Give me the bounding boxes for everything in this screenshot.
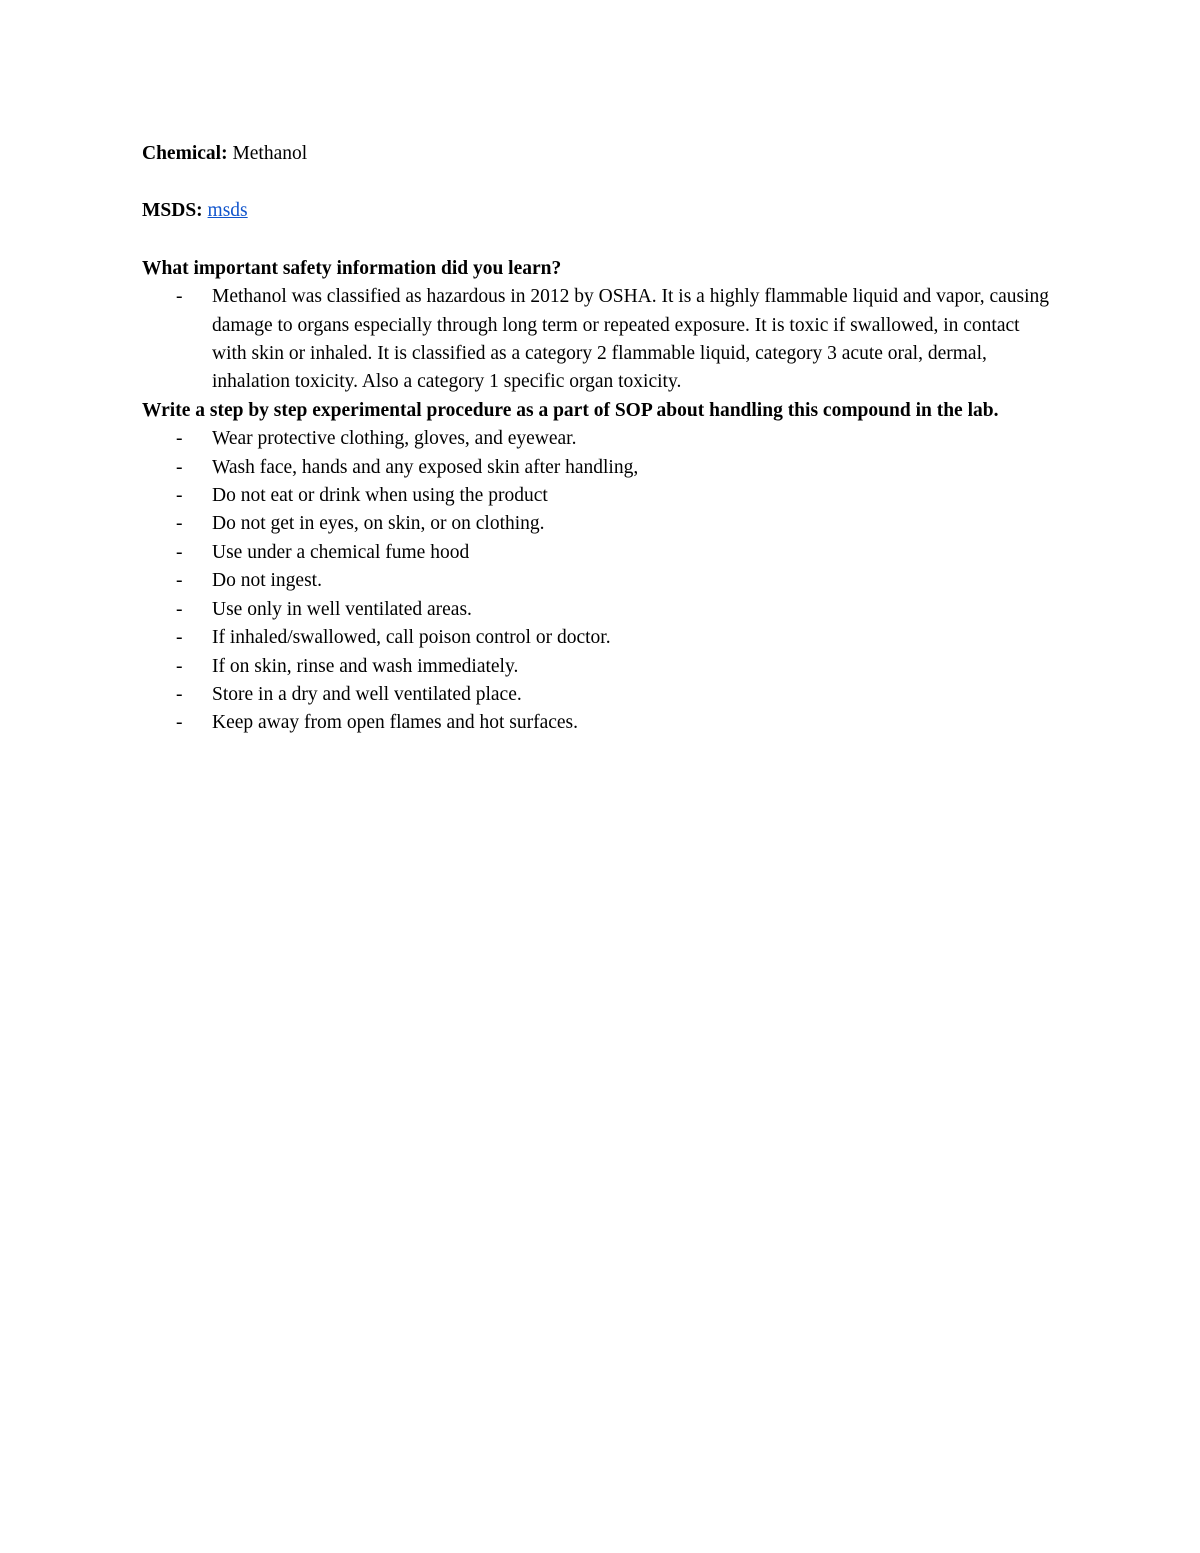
chemical-label: Chemical: bbox=[142, 143, 228, 164]
procedure-step-text: Do not get in eyes, on skin, or on clothing. bbox=[212, 513, 545, 535]
procedure-step bbox=[142, 482, 1062, 510]
msds-line bbox=[142, 197, 1062, 225]
procedure-step bbox=[142, 567, 1062, 595]
procedure-step-text: Store in a dry and well ventilated place. bbox=[212, 683, 522, 705]
procedure-steps-list bbox=[142, 425, 1062, 737]
procedure-step-text: Wash face, hands and any exposed skin after handling, bbox=[212, 456, 639, 478]
bullet-dash: - bbox=[176, 456, 183, 478]
procedure-step bbox=[142, 596, 1062, 624]
procedure-step-text: Do not eat or drink when using the product bbox=[212, 485, 548, 507]
procedure-step-text: If on skin, rinse and wash immediately. bbox=[212, 655, 519, 677]
bullet-dash: - bbox=[176, 428, 183, 450]
spacer bbox=[142, 168, 1062, 197]
procedure-step bbox=[142, 653, 1062, 681]
procedure-step bbox=[142, 539, 1062, 567]
bullet-dash: - bbox=[176, 286, 183, 308]
procedure-step-text: Do not ingest. bbox=[212, 570, 322, 592]
procedure-step bbox=[142, 454, 1062, 482]
procedure-step bbox=[142, 681, 1062, 709]
procedure-step-text: If inhaled/swallowed, call poison control or doctor. bbox=[212, 627, 611, 649]
procedure-step bbox=[142, 425, 1062, 453]
bullet-dash: - bbox=[176, 541, 183, 563]
procedure-step bbox=[142, 510, 1062, 538]
chemical-line bbox=[142, 140, 1062, 168]
procedure-step-text: Use only in well ventilated areas. bbox=[212, 598, 472, 620]
msds-link[interactable]: msds bbox=[207, 200, 248, 222]
bullet-dash: - bbox=[176, 598, 183, 620]
spacer bbox=[142, 226, 1062, 255]
bullet-dash: - bbox=[176, 627, 183, 649]
bullet-dash: - bbox=[176, 485, 183, 507]
question-safety-info: What important safety information did you learn? bbox=[142, 257, 562, 279]
bullet-dash: - bbox=[176, 655, 183, 677]
procedure-step bbox=[142, 709, 1062, 737]
list-item bbox=[142, 283, 1062, 397]
msds-label: MSDS: bbox=[142, 200, 203, 222]
question-procedure: Write a step by step experimental procedure as a part of SOP about handling this compound in the lab. bbox=[142, 399, 999, 421]
procedure-step-text: Keep away from open flames and hot surfaces. bbox=[212, 712, 579, 734]
chemical-value: Methanol bbox=[232, 143, 308, 164]
procedure-step-text: Use under a chemical fume hood bbox=[212, 541, 470, 563]
document-body bbox=[142, 140, 1062, 738]
bullet-dash: - bbox=[176, 570, 183, 592]
safety-info-answer: Methanol was classified as hazardous in 2012 by OSHA. It is a highly flammable liquid and vapor, causing damage to organs especially through long term or repeated exposure. It is toxic if swallowed, in contact with skin or inhaled. It is classified as a category 2 flammable liquid, category 3 acute oral, dermal, inhalation toxicity. Also a category 1 specific organ toxicity. bbox=[212, 286, 1050, 393]
bullet-dash: - bbox=[176, 712, 183, 734]
bullet-dash: - bbox=[176, 683, 183, 705]
safety-info-list bbox=[142, 283, 1062, 397]
procedure-step bbox=[142, 624, 1062, 652]
procedure-step-text: Wear protective clothing, gloves, and eyewear. bbox=[212, 428, 577, 450]
bullet-dash: - bbox=[176, 513, 183, 535]
